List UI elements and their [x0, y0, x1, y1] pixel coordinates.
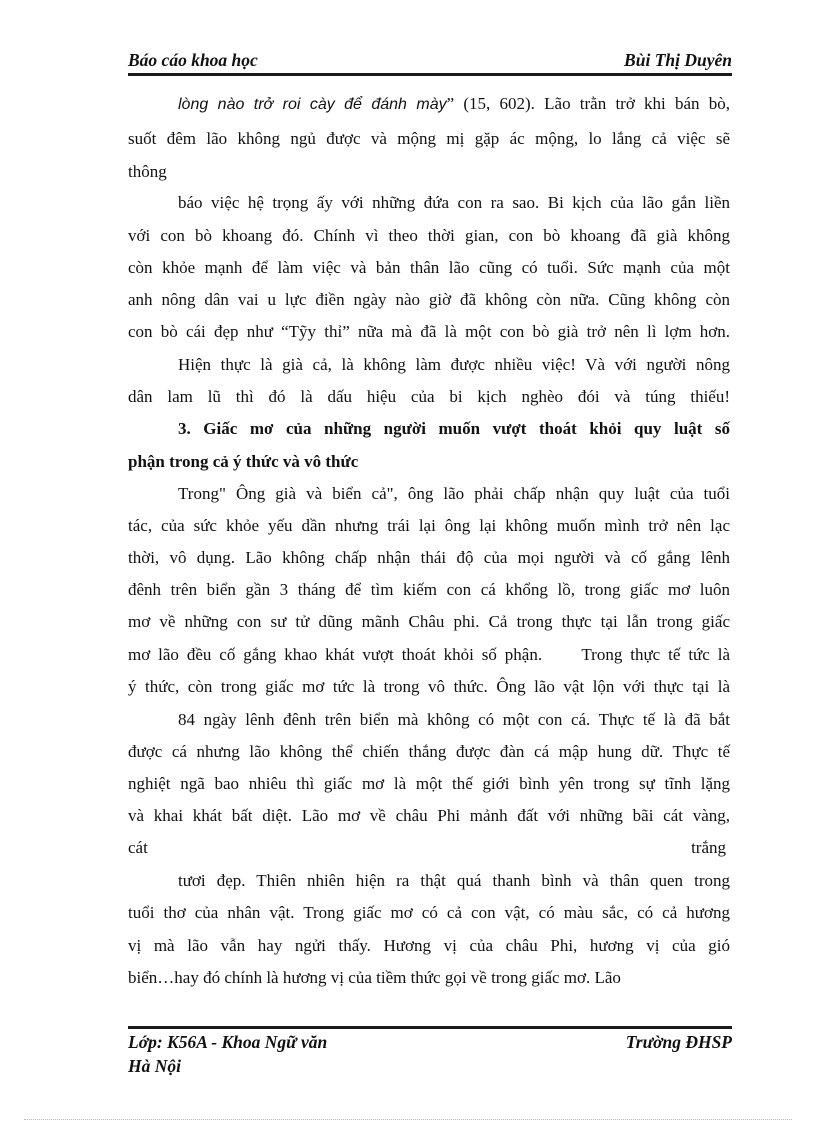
text-word: cát [128, 838, 148, 857]
text-line: thông [128, 162, 167, 181]
text-line: lòng nào trở roi cày để đánh mày” (15, 602). Lão trằn trở khi bán bò, [178, 94, 730, 113]
page-footer [128, 1030, 732, 1080]
text-line: suốt đêm lão không ngủ được và mộng mị gặp ác mộng, lo lắng cả việc sẽ [128, 129, 730, 148]
section-heading: phận trong cả ý thức và vô thức [128, 452, 359, 471]
text-line: tác, của sức khỏe yếu dần nhưng trái lại ông lại không muốn mình trở nên lạc [128, 516, 730, 535]
text-line: mơ về những con sư tử dũng mãnh Châu phi. Cả trong thực tại lẫn trong giấc [128, 612, 730, 631]
text-line: thời, vô dụng. Lão không chấp nhận thái độ của mọi người và cố gắng lênh [128, 548, 730, 567]
footer-city: Hà Nội [128, 1056, 181, 1076]
text-line: còn khỏe mạnh để làm việc và bản thân lão cũng có tuổi. Sức mạnh của một [128, 258, 730, 277]
text-line: con bò cái đẹp như “Tỹy thỉ” nữa mà đã là một con bò già trở nên lì lợm hơn. [128, 322, 730, 341]
text-line: với con bò khoang đó. Chính vì theo thời gian, con bò khoang đã già không [128, 226, 730, 245]
page-bottom-edge [24, 1119, 792, 1120]
text-line: được cá nhưng lão không thể chiến thắng được đàn cá mập hung dữ. Thực tế [128, 742, 730, 761]
text-line: anh nông dân vai u lực điền ngày nào giờ đã không còn nữa. Cũng không còn [128, 290, 730, 309]
text-line: ý thức, còn trong giấc mơ tức là trong vô thức. Ông lão vật lộn với thực tại là [128, 677, 730, 696]
header-rule [128, 73, 732, 76]
page-header [128, 50, 732, 74]
section-heading: 3. Giấc mơ của những người muốn vượt thoát khỏi quy luật số [178, 419, 730, 438]
text-line: báo việc hệ trọng ấy với những đứa con ra sao. Bi kịch của lão gắn liền [178, 193, 730, 212]
text-line: vị mà lão vẫn hay ngửi thấy. Hương vị của châu Phi, hương vị của gió [128, 936, 730, 955]
text-line: và khai khát bất diệt. Lão mơ về châu Phi mảnh đất với những bãi cát vàng, [128, 806, 730, 825]
text-line: Hiện thực là già cả, là không làm được nhiều việc! Và với người nông [178, 355, 730, 374]
text-line: Trong" Ông già và biển cả", ông lão phải chấp nhận quy luật của tuổi [178, 484, 730, 503]
text-word: trắng [691, 838, 726, 857]
text-line: dân lam lũ thì đó là dấu hiệu của bi kịch nghèo đói và túng thiếu! [128, 387, 730, 406]
header-report-title: Báo cáo khoa học [128, 50, 258, 70]
text-line: 84 ngày lênh đênh trên biển mà không có một con cá. Thực tế là đã bắt [178, 710, 730, 729]
text-line: tươi đẹp. Thiên nhiên hiện ra thật quá thanh bình và thân quen trong [178, 871, 730, 890]
footer-rule [128, 1026, 732, 1029]
quote-italic: lòng nào trở roi cày để đánh mày [178, 96, 447, 113]
text-line: mơ lão đều cố gắng khao khát vượt thoát khỏi số phận. Trong thực tế tức là [128, 645, 730, 664]
text-line: nghiệt ngã bao nhiêu thì giấc mơ là một thế giới bình yên trong sự tĩnh lặng [128, 774, 730, 793]
header-author: Bùi Thị Duyên [624, 50, 732, 70]
footer-class-info: Lớp: K56A - Khoa Ngữ văn [128, 1032, 328, 1052]
text-line: biển…hay đó chính là hương vị của tiềm thức gọi về trong giấc mơ. Lão [128, 968, 621, 987]
text-line: đênh trên biển gần 3 tháng để tìm kiếm con cá khổng lồ, trong giấc mơ luôn [128, 580, 730, 599]
text-line: tuổi thơ của nhân vật. Trong giấc mơ có cả con vật, có màu sắc, có cả hương [128, 903, 730, 922]
footer-school: Trường ĐHSP [625, 1032, 732, 1052]
